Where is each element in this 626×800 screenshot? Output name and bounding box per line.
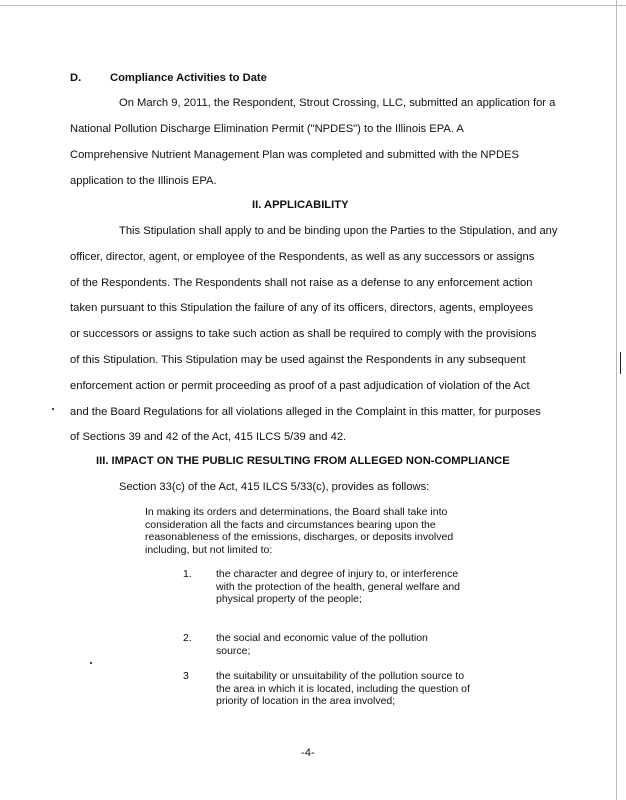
section-d-letter: D. <box>70 72 82 84</box>
section-ii-line: taken pursuant to this Stipulation the failure of any of its officers, directors, agents, employees <box>70 302 534 314</box>
section-d-title: Compliance Activities to Date <box>110 72 267 84</box>
section-d-line: Comprehensive Nutrient Management Plan was completed and submitted with the NPDES <box>70 149 519 161</box>
scan-artifact-dot <box>90 662 92 664</box>
section-d-line: application to the Illinois EPA. <box>70 175 217 187</box>
list-item-text: the social and economic value of the pollution source; <box>216 632 428 657</box>
section-ii-line: and the Board Regulations for all violations alleged in the Complaint in this matter, for purposes <box>70 406 541 418</box>
section-ii-line: of the Respondents. The Respondents shall not raise as a defense to any enforcement action <box>70 277 533 289</box>
section-iii-title: III. IMPACT ON THE PUBLIC RESULTING FROM ALLEGED NON-COMPLIANCE <box>96 455 510 467</box>
list-item-number: 2. <box>183 632 192 644</box>
section-iii-intro: Section 33(c) of the Act, 415 ILCS 5/33(c), provides as follows: <box>119 481 430 493</box>
list-item-number: 3 <box>183 670 189 682</box>
section-d-line: National Pollution Discharge Elimination Permit ("NPDES") to the Illinois EPA. A <box>70 123 464 135</box>
scan-top-border <box>0 0 626 6</box>
statute-quote: In making its orders and determinations, the Board shall take into consideration all the facts and circumstances bearing upon the reasonableness of the emissions, discharges, or deposits involved including, but not limited to: <box>145 506 454 556</box>
section-ii-title: II. APPLICABILITY <box>252 199 349 211</box>
section-ii-line: enforcement action or permit proceeding as proof of a past adjudication of violation of the Act <box>70 380 530 392</box>
section-ii-line: of Sections 39 and 42 of the Act, 415 ILCS 5/39 and 42. <box>70 431 347 443</box>
section-ii-line: of this Stipulation. This Stipulation may be used against the Respondents in any subsequent <box>70 354 526 366</box>
list-item-number: 1. <box>183 568 192 580</box>
page-number: -4- <box>301 747 315 759</box>
section-ii-line: or successors or assigns to take such action as shall be required to comply with the provisions <box>70 328 537 340</box>
section-d-line: On March 9, 2011, the Respondent, Strout Crossing, LLC, submitted an application for a <box>119 97 556 109</box>
scan-artifact-dot <box>52 408 54 410</box>
section-ii-line: This Stipulation shall apply to and be binding upon the Parties to the Stipulation, and any <box>119 225 558 237</box>
scan-artifact-mark <box>620 352 621 374</box>
list-item-text: the character and degree of injury to, or interference with the protection of the health, general welfare and physical property of the people; <box>216 568 460 605</box>
section-ii-line: officer, director, agent, or employee of the Respondents, as well as any successors or assigns <box>70 251 535 263</box>
scan-right-border <box>616 0 617 800</box>
list-item-text: the suitability or unsuitability of the pollution source to the area in which it is located, including the question of priority of location in the area involved; <box>216 670 470 707</box>
